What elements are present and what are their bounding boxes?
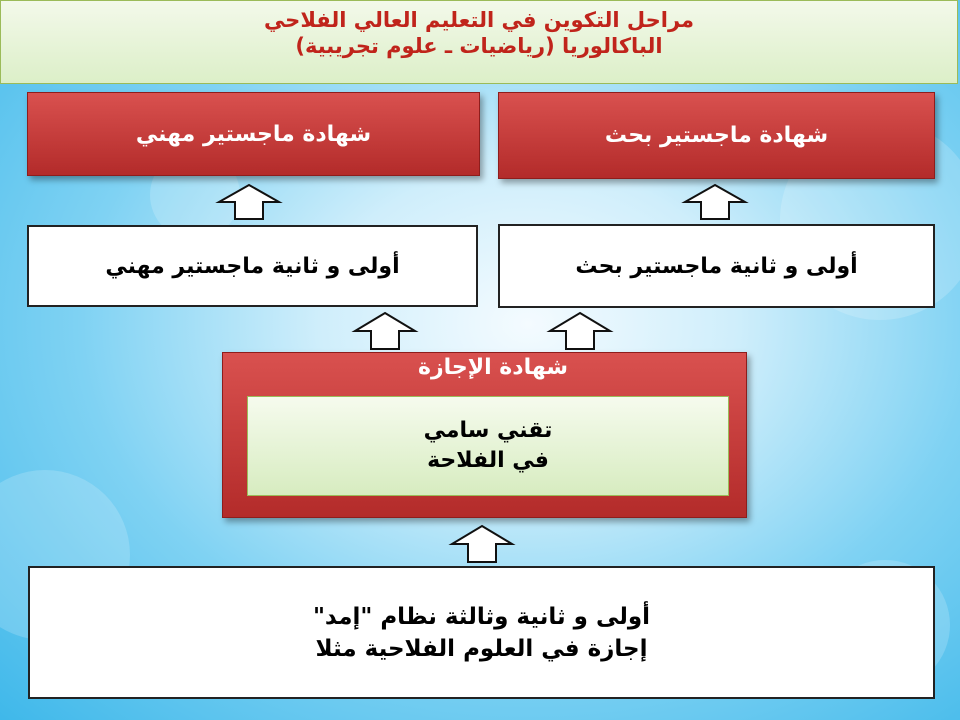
- up-arrow-icon: [451, 525, 513, 563]
- agricultural-licence-line: إجازة في العلوم الفلاحية مثلا: [315, 635, 648, 662]
- professional-master-years-box: [27, 225, 478, 307]
- research-master-years-label: أولى و ثانية ماجستير بحث: [575, 253, 858, 279]
- slide-header: [0, 0, 958, 84]
- research-master-years-box: [498, 224, 935, 308]
- up-arrow-icon: [354, 312, 416, 350]
- licence-degree-box: [222, 352, 747, 518]
- senior-technician-box: [247, 396, 729, 496]
- header-title: مراحل التكوين في التعليم العالي الفلاحي: [263, 8, 695, 32]
- research-master-degree-label: شهادة ماجستير بحث: [604, 123, 829, 148]
- licence-degree-title: شهادة الإجازة: [417, 355, 568, 380]
- lmd-bachelor-box: [28, 566, 935, 699]
- up-arrow-icon: [218, 184, 280, 220]
- up-arrow-icon: [549, 312, 611, 350]
- lmd-years-line: أولى و ثانية وثالثة نظام "إمد": [312, 603, 651, 630]
- professional-master-degree-label: شهادة ماجستير مهني: [135, 121, 372, 147]
- header-subtitle: الباكالوريا (رياضيات ـ علوم تجريبية): [295, 34, 663, 58]
- professional-master-years-label: أولى و ثانية ماجستير مهني: [105, 253, 400, 279]
- professional-master-degree-box: [27, 92, 480, 176]
- senior-technician-line1: تقني سامي: [423, 418, 553, 443]
- research-master-degree-box: [498, 92, 935, 179]
- up-arrow-icon: [684, 184, 746, 220]
- senior-technician-line2: في الفلاحة: [427, 448, 549, 473]
